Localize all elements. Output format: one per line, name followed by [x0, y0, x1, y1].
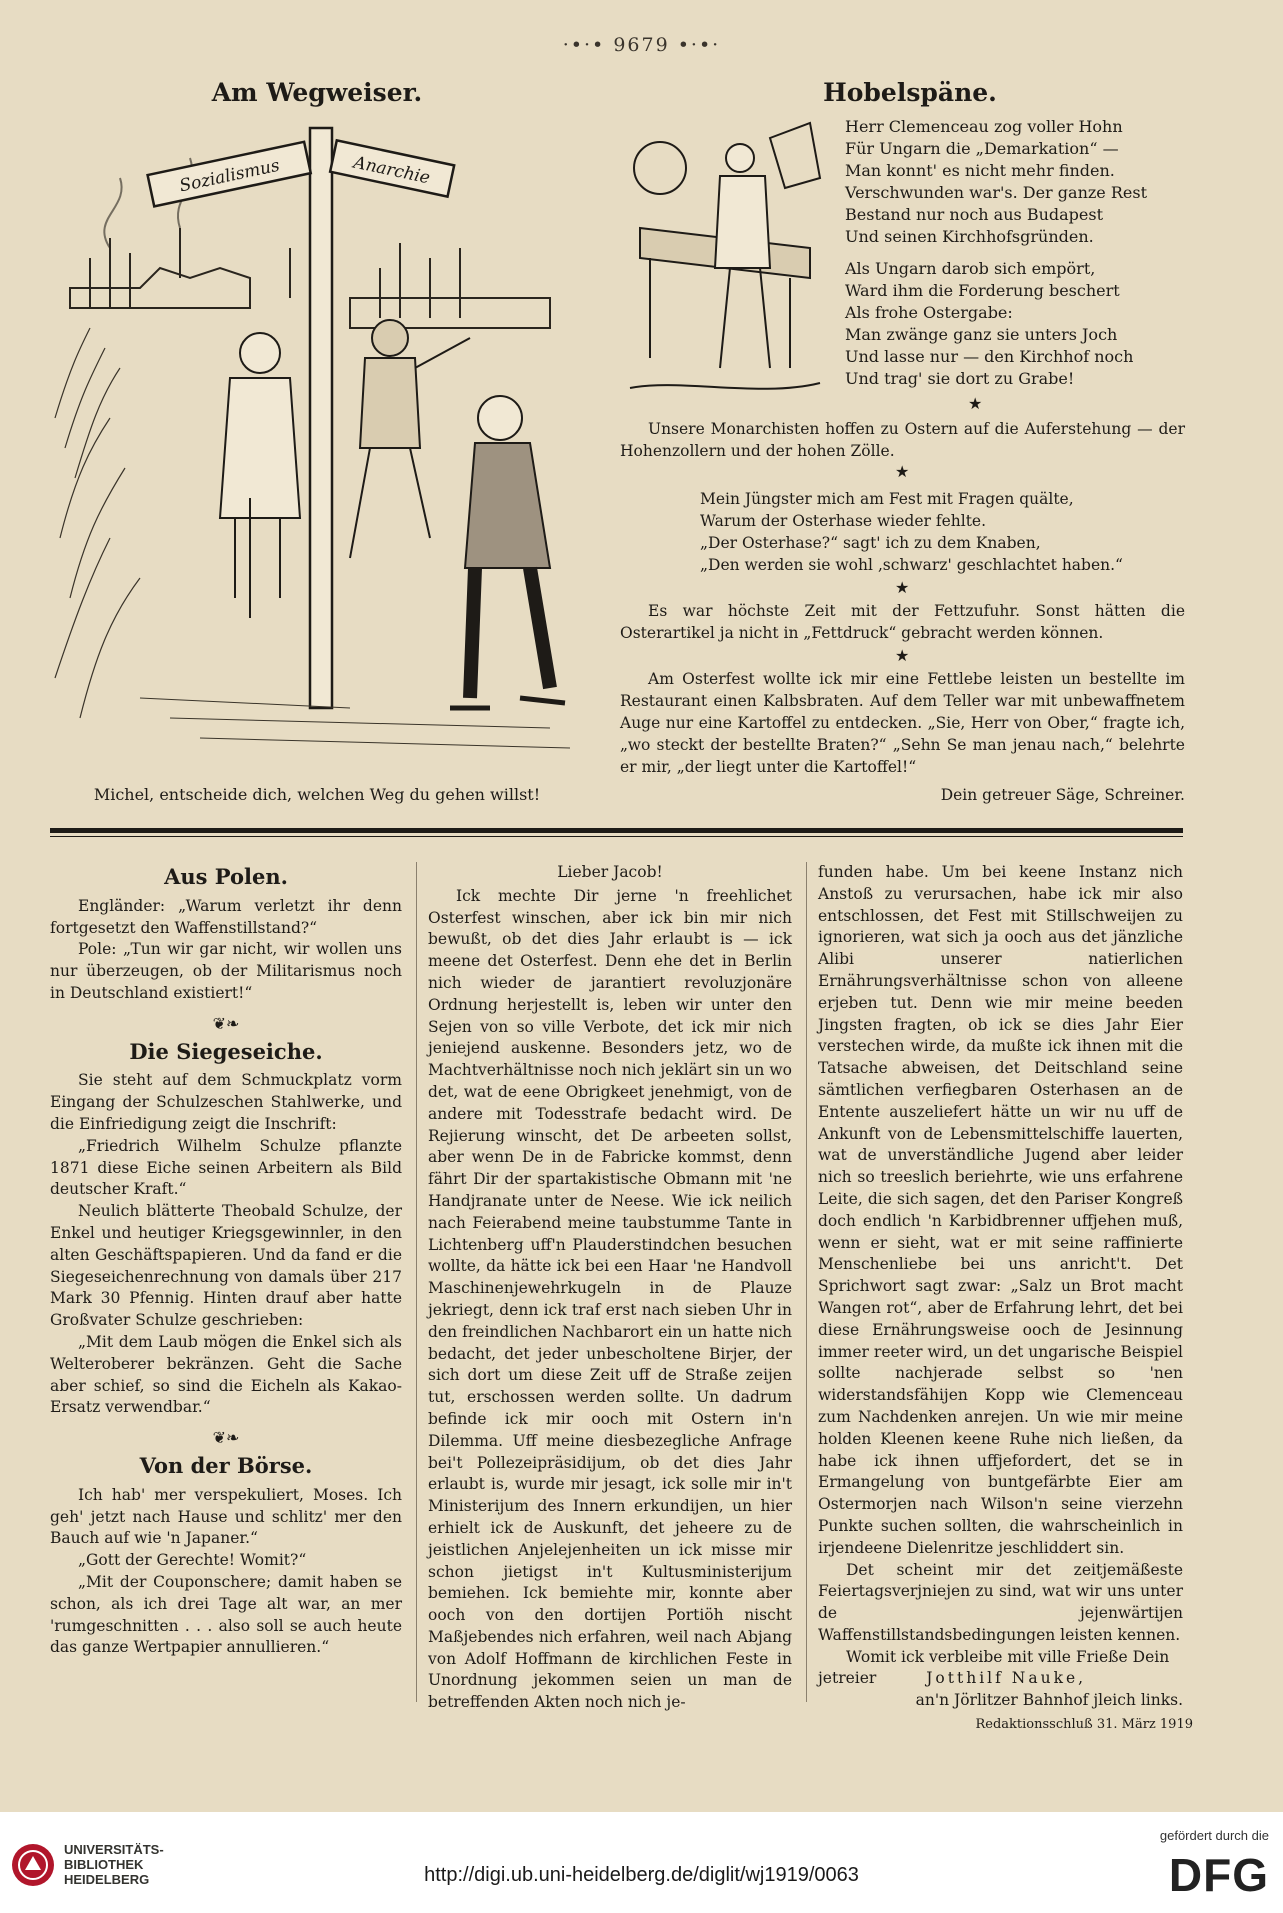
editorial-deadline: Redaktionsschluß 31. März 1919: [975, 1717, 1193, 1732]
carpenter-illustration: [620, 118, 824, 408]
hobelspaene-poem-1: [845, 116, 1175, 400]
poem-line: Als Ungarn darob sich empört,: [845, 259, 1096, 278]
poem-line: Und seinen Kirchhofsgründen.: [845, 227, 1094, 246]
paragraph: Sie steht auf dem Schmuckplatz vorm Eingang der Schulzeschen Stahlwerke, und die Einfriedigung zeigt die Inschrift:: [50, 1071, 402, 1133]
signature-place: an'n Jörlitzer Bahnhof jleich links.: [915, 1691, 1183, 1710]
kalbsbraten-paragraph: Am Osterfest wollte ick mir eine Fettlebe leisten un bestellte im Restaurant einen Kalbsbraten. Auf dem Teller war mit unbewaffnetem Auge nur eine Kartoffel zu entdecken. „Sie, Herr von Ober,“ fragte ich, „wo steckt der bestellte Braten?“ „Sehn Se man jenau nach,“ belehrte er mir, „der liegt unter die Kartoffel!“: [620, 670, 1185, 776]
column-rule: [806, 862, 807, 1702]
star-divider: ★: [895, 578, 910, 597]
letter-signature: [818, 1668, 1183, 1690]
poem-line: „Der Osterhase?“ sagt' ich zu dem Knaben,: [700, 534, 1041, 552]
star-divider: ★: [895, 462, 910, 481]
star-divider: ★: [895, 646, 910, 665]
university-library-logo: UNIVERSITÄTS- BIBLIOTHEK HEIDELBERG: [64, 1842, 164, 1887]
letter-body: Ick mechte Dir jerne 'n freehlichet Osterfest winschen, aber ick bin mir nich bewußt, ob det dies Jahr erlaubt is — ick meene det Osterfest. Denn ehe det in Berlin nich wieder de jarantiert revoluzjonäre Ordnung herjestellt is, leben wir unter den Sejen von so ville Verbote, det ick mir nich jeniejend auskenne. Besonders jetz, wo de Machtverhältnisse noch nich jeklärt sin un wo det, wat de eene Obrigkeet jenehmigt, von de andere mit Todesstrafe bedacht wird. De Rejierung winscht, det De arbeeten sollst, aber wenn De in de Fabricke kommst, denn fährt Dir der spartakistische Obmann mit 'ne Handjranate unter de Neese. Wie ick neilich nach Feierabend meine taubstumme Tante in Lichtenberg uff'n Plauderstindchen besuchen wollte, da hätte ick bei een Haar 'ne Handvoll Maschinenjewehrkugeln in de Plauze jekriegt, denn ick traf erst nach sieben Uhr in den freindlichen Nachbarort ein un hatte nich bedacht, det jeder unbescholtene Birjer, der sich dort um diese Zeit uff de Straße zeijen tut, erschossen werden sollte. Un dadrum befinde ick mir ooch mit Ostern in'n Dilemma. Uff meine diesbezegliche Anfrage bei't Pollezeipräsidijum, ob det dies Jahr erlaubt is, wurde mir jesagt, ick solle mir in't Ministerijum des Innern erkundijen, un hier erhielt ick de Auskunft, det jeheere zu de jeistlichen Anjelejenheiten un ick misse mir schon jietigst in't Kultusministerijum bemiehen. Ick bemiehte mir, konnte aber ooch von den dortijen Portiöh nischt Maßjebendes nich erfahren, weil nach Abjang von Adolf Hoffmann de kirchlichen Feste in Unordnung jekommen seien un man de betreffenden Akten noch nich je-: [428, 886, 792, 1712]
poem-line: Und lasse nur — den Kirchhof noch: [845, 347, 1134, 366]
column-1: [50, 862, 402, 1659]
poem-line: Warum der Osterhase wieder fehlte.: [700, 512, 987, 530]
poem-line: Bestand nur noch aus Budapest: [845, 205, 1104, 224]
poem-line: Man konnt' es nicht mehr finden.: [845, 161, 1115, 180]
signature-adjective: jetreier: [818, 1669, 877, 1688]
footer-bar: [0, 1812, 1283, 1913]
hobelspaene-signature: Dein getreuer Säge, Schreiner.: [940, 786, 1185, 804]
fettzufuhr-paragraph: Es war höchste Zeit mit der Fettzufuhr. Sonst hätten die Osterartikel ja nicht in „Fettdruck“ gebracht werden können.: [620, 602, 1185, 642]
poem-line: Für Ungarn die „Demarkation“ —: [845, 139, 1119, 158]
page-number: ·•·• 9679 •·•·: [562, 34, 721, 56]
poem-line: Und trag' sie dort zu Grabe!: [845, 369, 1075, 388]
column-2: [428, 862, 792, 1714]
paragraph: „Mit dem Laub mögen die Enkel sich als Welteroberer bekränzen. Geht die Sache aber schief, so sind die Eicheln als Kakao-Ersatz verwendbar.“: [50, 1332, 402, 1417]
section-divider: [50, 828, 1183, 833]
ornament: ❦❧: [212, 1013, 240, 1033]
paragraph: „Friedrich Wilhelm Schulze pflanzte 1871 diese Eiche seinen Arbeitern als Bild deutscher Kraft.“: [50, 1136, 402, 1199]
poem-line: Verschwunden war's. Der ganze Rest: [845, 183, 1148, 202]
boerse-title: Von der Börse.: [139, 1452, 313, 1478]
cartoon-title: Am Wegweiser.: [211, 78, 423, 107]
paragraph: „Mit der Couponschere; damit haben se schon, als ich drei Tage alt war, an mer 'rumgeschnitten . . . also soll se auch heute das ganze Wertpapier annullieren.“: [50, 1572, 402, 1657]
osterhase-poem: [700, 488, 1150, 576]
aus-polen-title: Aus Polen.: [164, 864, 288, 889]
poem-line: Herr Clemenceau zog voller Hohn: [845, 117, 1123, 136]
paragraph: Pole: „Tun wir gar nicht, wir wollen uns nur überzeugen, ob der Militarismus noch in Deutschland existiert!“: [50, 940, 402, 1002]
poem-line: Mein Jüngster mich am Fest mit Fragen quälte,: [700, 490, 1074, 508]
permalink-url[interactable]: http://digi.ub.uni-heidelberg.de/diglit/wj1919/0063: [424, 1864, 859, 1886]
signature-name: Jotthilf Nauke,: [926, 1669, 1087, 1688]
poem-line: Ward ihm die Forderung beschert: [845, 281, 1120, 300]
letter-continuation: funden habe. Um bei keene Instanz nich Anstoß zu verursachen, habe ick mir also entschlossen, det Fest mit Stillschweijen zu ignorieren, wat sich ja ooch aus det jänzliche Alibi unserer natierlichen Ernährungsverhältnisse schon von alleene erjeben tut. Denn wie mir meine beeden Jingsten fragten, ob ick se dies Jahr Eier verstechen wirde, da mußte ick ihnen mit die Tatsache abweisen, det Deitschland seine sämtlichen verfiegbaren Osterhasen an de Entente auszeliefert hätte un wir nu uff de Ankunft von de Lebensmittelschiffe lauerten, wat de unverständliche Jugend aber leider nich so treeslich beriehrte, wie uns erfahrene Leite, die sich sagen, det den Pariser Kongreß doch endlich 'n Karbidbrenner uffjehen muß, wenn er sieht, wat er mit seine raffinierte Menschenliebe bei uns anricht't. Det Sprichwort sagt zwar: „Salz un Brot macht Wangen rot“, aber de Erfahrung lehrt, det bei diese Ernährungsweise ooch de Jesinnung immer reeter wird, un det ungarische Beispiel sollte nachjerade selbst so 'nen widerstandsfähijen Kopp wie Clemenceau zum Nachdenken anrejen. Un wie mir meine holden Kleenen keene Ruhe nich ließen, da habe ick ihnen uffjefordert, det se in Ermangelung von buntgefärbte Eier am Ostermorjen nach Wilson'n seine vierzehn Punkte suchen sollten, die wahrscheinlich in irjendeene Dielenritze jeschliddert sin.: [818, 863, 1183, 1557]
dfg-logo: DFG: [1168, 1849, 1269, 1901]
section-divider-thin: [50, 836, 1183, 837]
funded-by-label: gefördert durch die: [1159, 1828, 1269, 1843]
star-divider: ★: [968, 394, 983, 413]
paragraph: Det scheint mir det zeitjemäßeste Feiertagsverjniejen zu sind, wat wir uns unter de jejenwärtijen Waffenstillstandsbedingungen leisten kennen.: [818, 1560, 1183, 1644]
paragraph: Ich hab' mer verspekuliert, Moses. Ich geh' jetzt nach Hause und schlitz' mer den Bauch auf wie 'n Japaner.“: [50, 1485, 402, 1548]
column-3: [818, 862, 1183, 1712]
cartoon-caption: Michel, entscheide dich, welchen Weg du gehen willst!: [93, 785, 541, 804]
poem-line: Als frohe Ostergabe:: [845, 303, 1013, 322]
paragraph: Engländer: „Warum verletzt ihr denn fortgesetzt den Waffenstillstand?“: [50, 896, 402, 937]
column-rule: [416, 862, 417, 1702]
paragraph: Womit ick verbleibe mit ville Frieße Dein: [846, 1647, 1170, 1666]
monarchisten-paragraph: Unsere Monarchisten hoffen zu Ostern auf die Auferstehung — der Hohenzollern und der hohen Zölle.: [620, 420, 1185, 460]
paragraph: „Gott der Gerechte! Womit?“: [78, 1551, 307, 1570]
sign-left-text: Sozialismus: [177, 155, 282, 197]
ornament: ❦❧: [212, 1428, 240, 1448]
poem-line: „Den werden sie wohl ‚schwarz' geschlachtet haben.“: [700, 556, 1123, 574]
siegeseiche-title: Die Siegeseiche.: [129, 1038, 323, 1064]
signpost-cartoon: [50, 118, 584, 766]
paragraph: Neulich blätterte Theobald Schulze, der Enkel und heutiger Kriegsgewinnler, in den alten Geschäftspapieren. Und da fand er die Siegeseichenrechnung von damals über 217 Mark 30 Pfennig. Hinten drauf aber hatte Großvater Schulze geschrieben:: [50, 1202, 402, 1330]
letter-salutation: Lieber Jacob!: [557, 863, 663, 881]
sign-right-text: Anarchie: [351, 152, 432, 189]
hobelspaene-title: Hobelspäne.: [823, 78, 997, 107]
poem-line: Man zwänge ganz sie unters Joch: [845, 325, 1118, 344]
